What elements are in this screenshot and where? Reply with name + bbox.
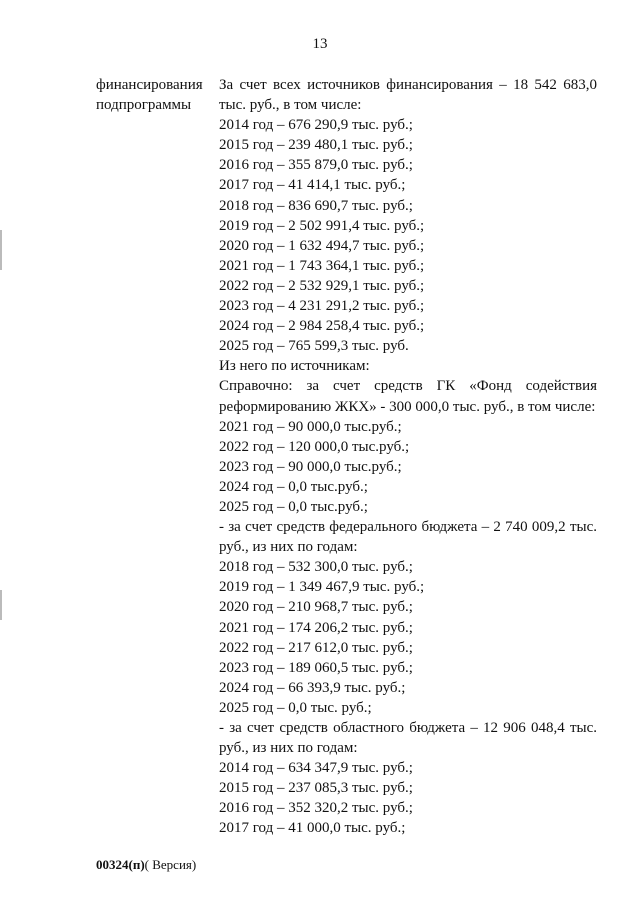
year-line: 2024 год – 0,0 тыс.руб.; xyxy=(219,478,368,495)
year-line: 2017 год – 41 000,0 тыс. руб.; xyxy=(219,820,406,837)
year-line: 2014 год – 634 347,9 тыс. руб.; xyxy=(219,760,413,777)
regional-by-year-list xyxy=(219,758,597,838)
year-line: 2022 год – 120 000,0 тыс.руб.; xyxy=(219,438,410,455)
year-line: 2015 год – 237 085,3 тыс. руб.; xyxy=(219,780,413,797)
fund-by-year-list xyxy=(219,417,597,517)
regional-heading-line: руб., из них по годам: xyxy=(219,740,358,757)
year-line: 2018 год – 836 690,7 тыс. руб.; xyxy=(219,197,413,214)
year-line: 2017 год – 41 414,1 тыс. руб.; xyxy=(219,177,406,194)
year-line: 2019 год – 2 502 991,4 тыс. руб.; xyxy=(219,217,425,234)
year-line: 2021 год – 1 743 364,1 тыс. руб.; xyxy=(219,257,425,274)
intro-line: За счет всех источников финансирования – 18 542 683,0 xyxy=(219,77,597,93)
year-line: 2024 год – 66 393,9 тыс. руб.; xyxy=(219,679,406,696)
left-column-label xyxy=(96,75,203,115)
reference-line: реформированию ЖКХ» - 300 000,0 тыс. руб., в том числе: xyxy=(219,398,596,415)
year-line: 2019 год – 1 349 467,9 тыс. руб.; xyxy=(219,579,425,596)
year-line: 2025 год – 0,0 тыс. руб.; xyxy=(219,699,372,716)
left-label-line: финансирования xyxy=(96,77,203,93)
total-by-year-list xyxy=(219,115,597,356)
year-line: 2020 год – 210 968,7 тыс. руб.; xyxy=(219,599,413,616)
document-code: 00324(п) xyxy=(96,857,145,872)
year-line: 2023 год – 4 231 291,2 тыс. руб.; xyxy=(219,298,425,315)
year-line: 2016 год – 355 879,0 тыс. руб.; xyxy=(219,157,413,174)
year-line: 2020 год – 1 632 494,7 тыс. руб.; xyxy=(219,237,425,254)
federal-by-year-list xyxy=(219,557,597,718)
federal-heading-line: - за счет средств федерального бюджета – 2 740 009,2 тыс. xyxy=(219,519,597,536)
year-line: 2021 год – 174 206,2 тыс. руб.; xyxy=(219,619,413,636)
document-version: ( Версия) xyxy=(144,857,197,872)
financing-text xyxy=(219,75,597,839)
year-line: 2015 год – 239 480,1 тыс. руб.; xyxy=(219,137,413,154)
document-footer xyxy=(96,857,196,873)
year-line: 2023 год – 189 060,5 тыс. руб.; xyxy=(219,659,413,676)
year-line: 2023 год – 90 000,0 тыс.руб.; xyxy=(219,458,402,475)
page-number: 13 xyxy=(312,36,328,52)
year-line: 2025 год – 0,0 тыс.руб.; xyxy=(219,498,368,515)
year-line: 2022 год – 2 532 929,1 тыс. руб.; xyxy=(219,277,425,294)
year-line: 2018 год – 532 300,0 тыс. руб.; xyxy=(219,559,413,576)
scan-edge-mark xyxy=(0,590,2,620)
year-line: 2024 год – 2 984 258,4 тыс. руб.; xyxy=(219,318,425,335)
left-label-line: подпрограммы xyxy=(96,97,192,113)
year-line: 2022 год – 217 612,0 тыс. руб.; xyxy=(219,639,413,656)
regional-heading-line: - за счет средств областного бюджета – 12 906 048,4 тыс. xyxy=(219,720,597,736)
year-line: 2014 год – 676 290,9 тыс. руб.; xyxy=(219,117,413,134)
year-line: 2025 год – 765 599,3 тыс. руб. xyxy=(219,338,409,355)
intro-line: тыс. руб., в том числе: xyxy=(219,97,362,114)
year-line: 2016 год – 352 320,2 тыс. руб.; xyxy=(219,800,413,817)
scan-edge-mark xyxy=(0,230,2,270)
year-line: 2021 год – 90 000,0 тыс.руб.; xyxy=(219,418,402,435)
sources-heading: Из него по источникам: xyxy=(219,358,370,375)
reference-line: Справочно: за счет средств ГК «Фонд содействия xyxy=(219,378,597,395)
federal-heading-line: руб., из них по годам: xyxy=(219,539,358,556)
